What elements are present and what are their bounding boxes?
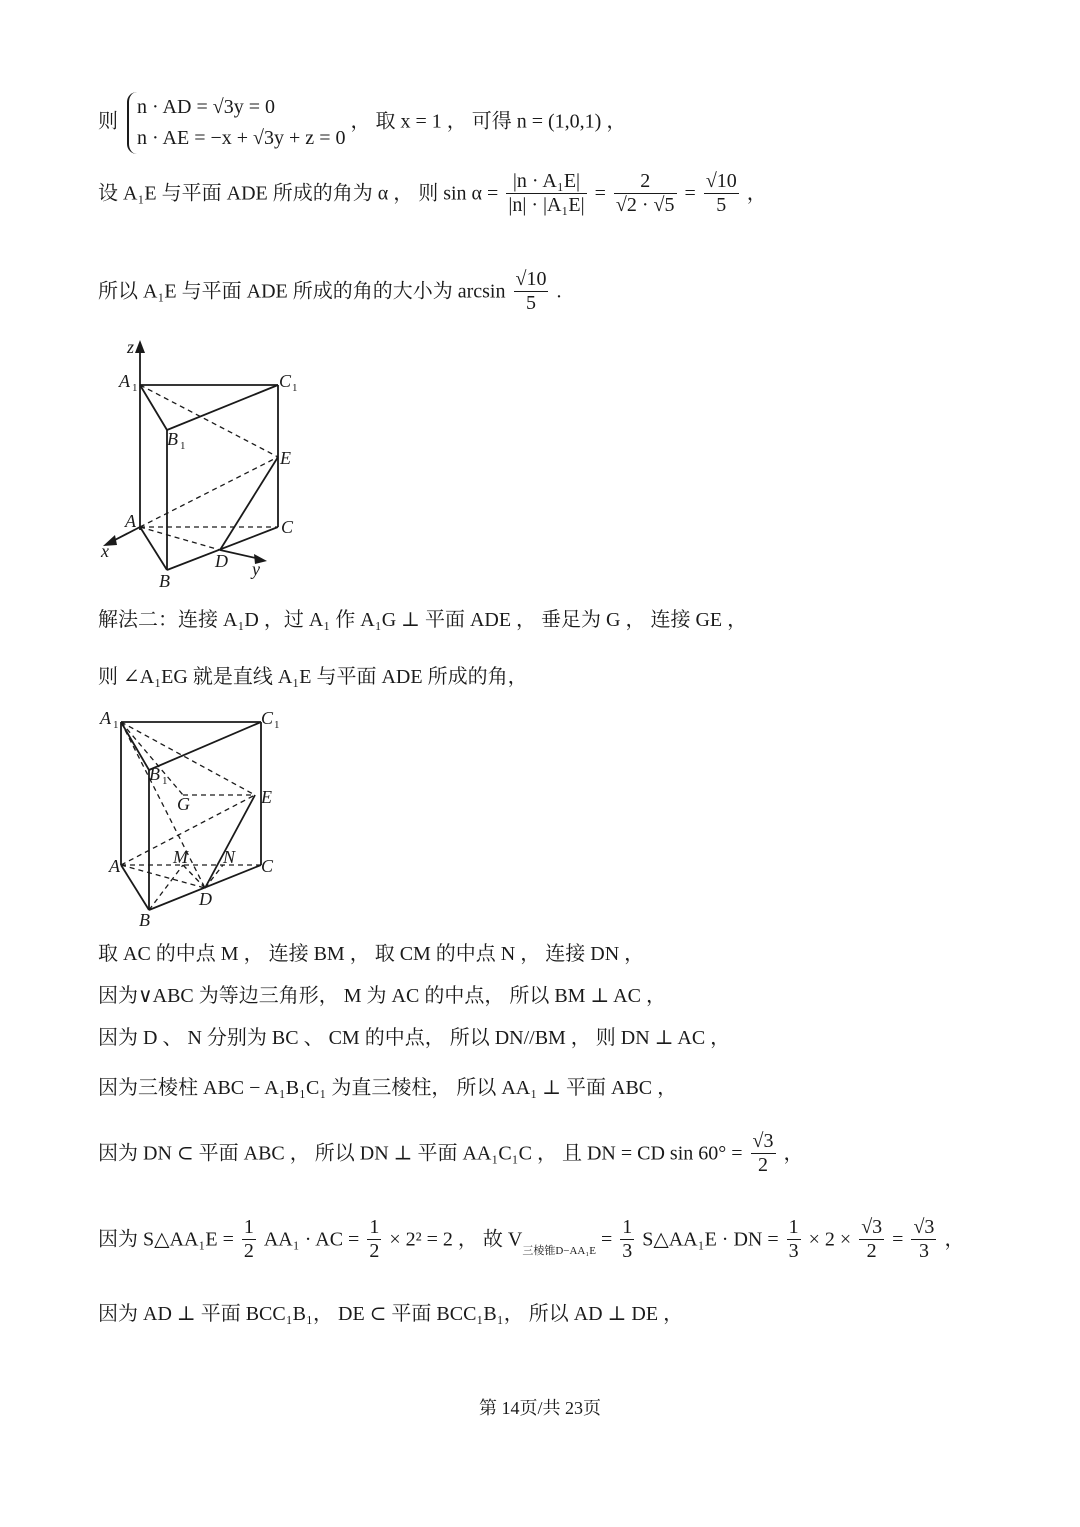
page-footer: 第 14页/共 23页 <box>478 1398 601 1418</box>
line-normal-vector <box>98 92 626 154</box>
label-x: x <box>101 541 109 561</box>
label-n: N <box>223 847 236 867</box>
numerator: |n · A₁E| <box>506 170 586 194</box>
text-tail: ， <box>944 1228 965 1251</box>
fraction-1 <box>506 170 586 217</box>
label-d: D <box>199 889 212 909</box>
text-lead: 则 <box>98 110 118 133</box>
text-tail: ， <box>746 182 767 205</box>
numerator: 1 <box>243 1216 254 1238</box>
edge-de <box>220 457 278 550</box>
denominator: 3 <box>622 1240 633 1262</box>
label-b1: B <box>167 429 178 449</box>
label-m: M <box>173 847 188 867</box>
fraction-3 <box>704 170 739 217</box>
line-sin-alpha <box>98 170 767 217</box>
label-c: C <box>261 856 274 876</box>
text: 则 ∠A₁EG 就是直线 A₁E 与平面 ADE 所成的角， <box>98 666 528 688</box>
equation-system <box>127 92 345 154</box>
edge-a1b1 <box>140 385 167 430</box>
text: 解法二：连接 A₁D ，过 A₁ 作 A₁G ⊥ 平面 ADE ， 垂足为 G ， 连接 GE ， <box>98 609 748 631</box>
fraction-root3-over-3 <box>911 1216 936 1263</box>
equals: = <box>594 182 606 205</box>
numerator: √10 <box>705 170 737 192</box>
prism-figure-2 <box>95 700 295 932</box>
label-a1: A <box>119 371 130 391</box>
equation-2: n · AE = −x + √3y + z = 0 <box>137 127 346 149</box>
denominator: |n| · |A₁E| <box>508 194 585 216</box>
label-c1-sub: 1 <box>274 719 280 731</box>
label-b1-sub: 1 <box>180 440 186 452</box>
line-arcsin <box>98 268 561 315</box>
edge-ab <box>140 527 167 570</box>
text: 取 AC 的中点 M ， 连接 BM ， 取 CM 的中点 N ， 连接 DN ， <box>98 943 645 965</box>
label-a: A <box>125 511 136 531</box>
fraction-root3-over-2 <box>859 1216 884 1263</box>
denominator: 5 <box>525 292 536 314</box>
line-dn-value <box>98 1130 804 1177</box>
equals: = <box>684 182 696 205</box>
line-ad-perp-de <box>98 1302 683 1326</box>
text-lead: 设 A₁E 与平面 ADE 所成的角为 α ， 则 sin α = <box>98 182 499 205</box>
denominator: 2 <box>243 1240 254 1262</box>
label-a1-sub: 1 <box>113 719 119 731</box>
fraction-third-2 <box>787 1216 801 1263</box>
text-tail: ， <box>783 1142 804 1165</box>
numerator: √10 <box>515 268 547 290</box>
prism-figure-1 <box>95 335 298 595</box>
label-a1: A <box>100 708 111 728</box>
label-b1-sub: 1 <box>162 775 168 787</box>
numerator: √3 <box>752 1130 774 1152</box>
label-z: z <box>127 337 135 357</box>
label-e: E <box>261 787 272 807</box>
edge-b1c1 <box>149 722 261 770</box>
text-tail: . <box>556 280 562 303</box>
text-lead: 所以 A₁E 与平面 ADE 所成的角的大小为 arcsin <box>98 280 506 303</box>
denominator: 2 <box>866 1240 877 1262</box>
line-method-two <box>98 608 747 632</box>
label-y: y <box>252 559 260 579</box>
text: 因为∨ABC 为等边三角形， M 为 AC 的中点， 所以 BM ⊥ AC ， <box>98 985 666 1007</box>
line-angle-def <box>98 665 528 689</box>
label-c1-sub: 1 <box>292 382 298 394</box>
text-lead: 因为 DN ⊂ 平面 ABC ， 所以 DN ⊥ 平面 AA₁C₁C ， 且 DN = CD sin 60° = <box>98 1142 743 1165</box>
equation-1: n · AD = √3y = 0 <box>137 96 275 118</box>
text: 因为 D 、 N 分别为 BC 、 CM 的中点， 所以 DN//BM ， 则 DN ⊥ AC ， <box>98 1027 731 1049</box>
denominator: 3 <box>788 1240 799 1262</box>
text-tail: ， 取 x = 1 ， 可得 n = (1,0,1) ， <box>350 110 627 133</box>
label-a: A <box>109 856 120 876</box>
line-volume <box>98 1216 964 1263</box>
volume-subscript: 三棱锥D−AA₁E <box>522 1245 596 1258</box>
label-b: B <box>139 910 150 930</box>
text-lead: 因为 S△AA₁E = <box>98 1228 234 1251</box>
fraction <box>751 1130 776 1177</box>
label-b: B <box>159 571 170 591</box>
label-c1: C <box>279 371 292 391</box>
fraction-half-1 <box>242 1216 256 1263</box>
label-g: G <box>177 794 190 814</box>
text: 因为 AD ⊥ 平面 BCC₁B₁， DE ⊂ 平面 BCC₁B₁， 所以 AD ⊥ DE ， <box>98 1303 684 1325</box>
denominator: 2 <box>758 1154 769 1176</box>
text-part-1: AA₁ · AC = <box>263 1228 360 1251</box>
fraction-half-2 <box>367 1216 381 1263</box>
label-b1: B <box>149 764 160 784</box>
equals: = <box>600 1228 613 1251</box>
denominator: 5 <box>716 194 727 216</box>
numerator: 1 <box>622 1216 633 1238</box>
text: 因为三棱柱 ABC − A₁B₁C₁ 为直三棱柱， 所以 AA₁ ⊥ 平面 ABC ， <box>98 1077 678 1099</box>
equals: = <box>892 1228 904 1251</box>
fraction <box>514 268 549 315</box>
dash-ae <box>140 457 278 527</box>
edge-ab <box>121 865 149 910</box>
numerator: 2 <box>614 170 677 194</box>
numerator: √3 <box>861 1216 883 1238</box>
line-right-prism <box>98 1076 677 1100</box>
denominator: 2 <box>369 1240 380 1262</box>
label-c: C <box>281 517 294 537</box>
edge-a1b1 <box>121 722 149 770</box>
numerator: 1 <box>369 1216 380 1238</box>
numerator: √3 <box>913 1216 935 1238</box>
label-a1-sub: 1 <box>132 382 138 394</box>
text-part-4: S△AA₁E · DN = <box>642 1228 779 1251</box>
label-d: D <box>215 551 228 571</box>
line-midpoints <box>98 942 644 966</box>
denominator: √2 · √5 <box>615 194 675 216</box>
edge-de <box>205 795 255 888</box>
dash-a1d <box>121 722 205 888</box>
fraction-third-1 <box>620 1216 634 1263</box>
line-dn-parallel <box>98 1026 730 1050</box>
denominator: 3 <box>918 1240 929 1262</box>
text-part-5: × 2 × <box>808 1228 852 1251</box>
text-part-2: × 2² = 2 ， 故 V <box>389 1228 523 1251</box>
z-axis-arrow-icon <box>135 340 145 353</box>
line-equilateral <box>98 984 666 1008</box>
label-e: E <box>280 448 291 468</box>
fraction-2 <box>614 170 677 217</box>
numerator: 1 <box>788 1216 799 1238</box>
label-c1: C <box>261 708 274 728</box>
